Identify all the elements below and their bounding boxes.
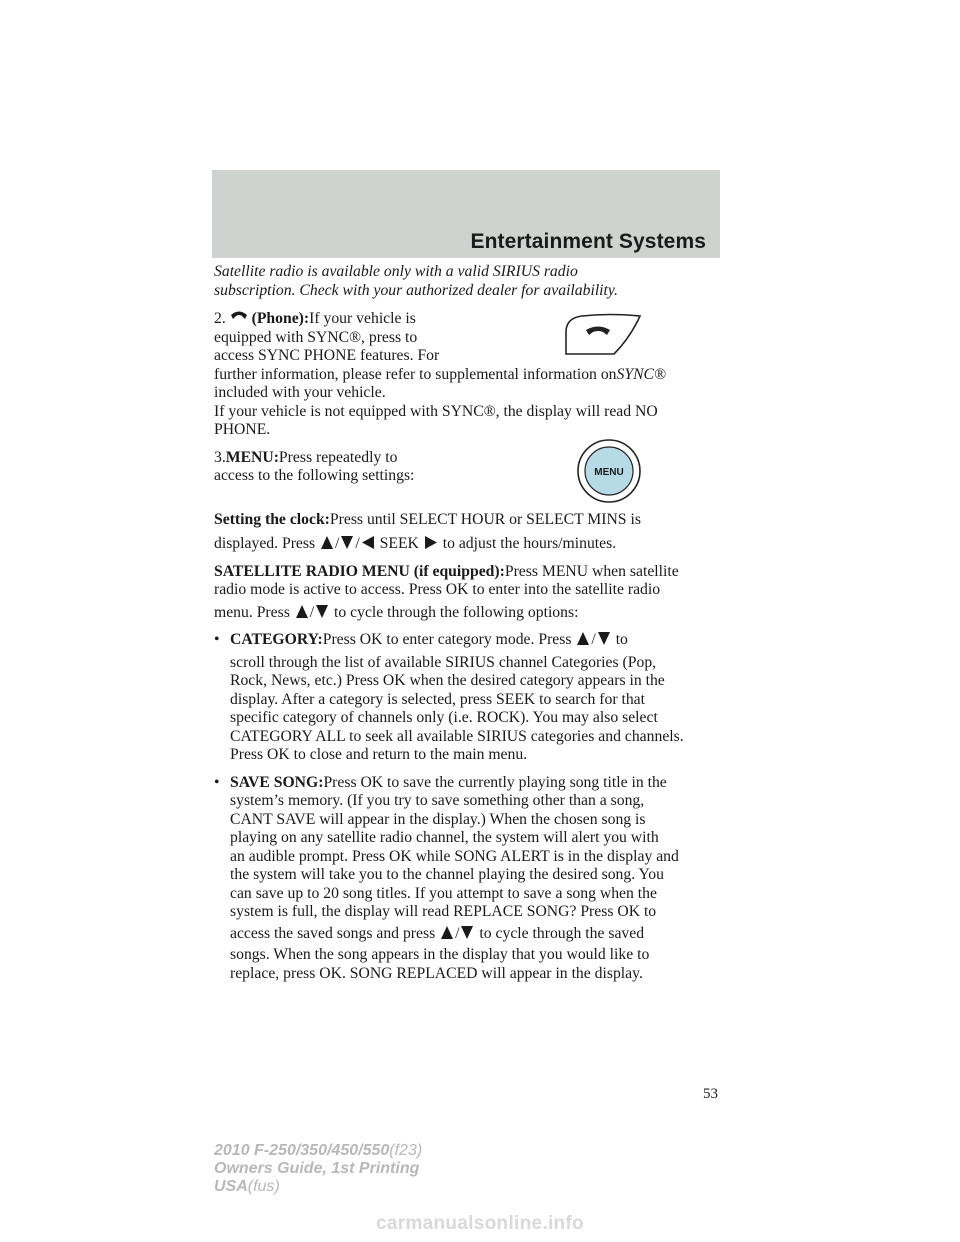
menu-button-label: MENU — [594, 467, 624, 478]
phone-item: 2. (Phone):If your vehicle is equipped with SYNC®, press to access SYNC PHONE features. For further information, please refer to supplemental information onSYNC® included with your vehicle. If your vehicle is not equipped with SYNC®, the display will read NO PHONE. — [214, 310, 666, 438]
setting-clock: Setting the clock:Press until SELECT HOUR or SELECT MINS is displayed. Press / / SEEK to adjust the hours/minutes. — [214, 510, 641, 552]
arrow-up-icon — [440, 925, 454, 940]
page-number: 53 — [703, 1086, 718, 1102]
section-title: Entertainment Systems — [470, 230, 706, 253]
save-song-option: • SAVE SONG:Press OK to save the currently playing song title in the system’s memory. (If you try to save something other than a song, CANT SAVE will appear in the display.) When the chosen song is playing on any satellite radio channel, the system will alert you with an audible prompt. Press OK while SONG ALERT is in the display and the system will take you to the channel playing the desired song. You can save up to 20 song titles. If you attempt to save a song when the system is full, the display will read REPLACE SONG? Press OK to access the saved songs and press / to cycle through the saved songs. When the song appears in the display that you would like to replace, press OK. SONG REPLACED will appear in the display. — [214, 773, 679, 982]
arrow-up-icon — [320, 535, 334, 550]
satellite-intro: Satellite radio is available only with a valid SIRIUS radio subscription. Check with your authorized dealer for availability. — [214, 263, 618, 299]
arrow-down-icon — [315, 604, 329, 619]
phone-icon — [230, 309, 248, 321]
arrow-up-icon — [295, 604, 309, 619]
site-watermark: carmanualsonline.info — [376, 1213, 584, 1234]
category-option: • CATEGORY:Press OK to enter category mode. Press / to scroll through the list of available SIRIUS channel Categories (Pop, Rock, News, etc.) Press OK when the desired category appears in the display. After a category is selected, press SEEK to search for that specific category of channels only (i.e. ROCK). You may also select CATEGORY ALL to seek all available SIRIUS categories and channels. Press OK to close and return to the main menu. — [214, 631, 684, 763]
arrow-right-icon — [424, 535, 438, 550]
arrow-down-icon — [340, 535, 354, 550]
document-footer: 2010 F-250/350/450/550(f23) Owners Guide, 1st Printing USA(fus) — [214, 1142, 423, 1195]
arrow-down-icon — [597, 631, 611, 646]
page-body — [214, 263, 724, 992]
arrow-up-icon — [576, 631, 590, 646]
section-header-band — [212, 170, 720, 258]
menu-label: MENU: — [225, 448, 279, 466]
phone-label: (Phone): — [251, 310, 310, 327]
menu-item: 3.MENU:Press repeatedly to access to the following settings: — [214, 448, 415, 484]
arrow-down-icon — [460, 925, 474, 940]
arrow-left-icon — [361, 535, 375, 550]
satellite-radio-menu: SATELLITE RADIO MENU (if equipped):Press MENU when satellite radio mode is active to access. Press OK to enter into the satellite radio menu. Press / to cycle through the following options: — [214, 562, 679, 621]
